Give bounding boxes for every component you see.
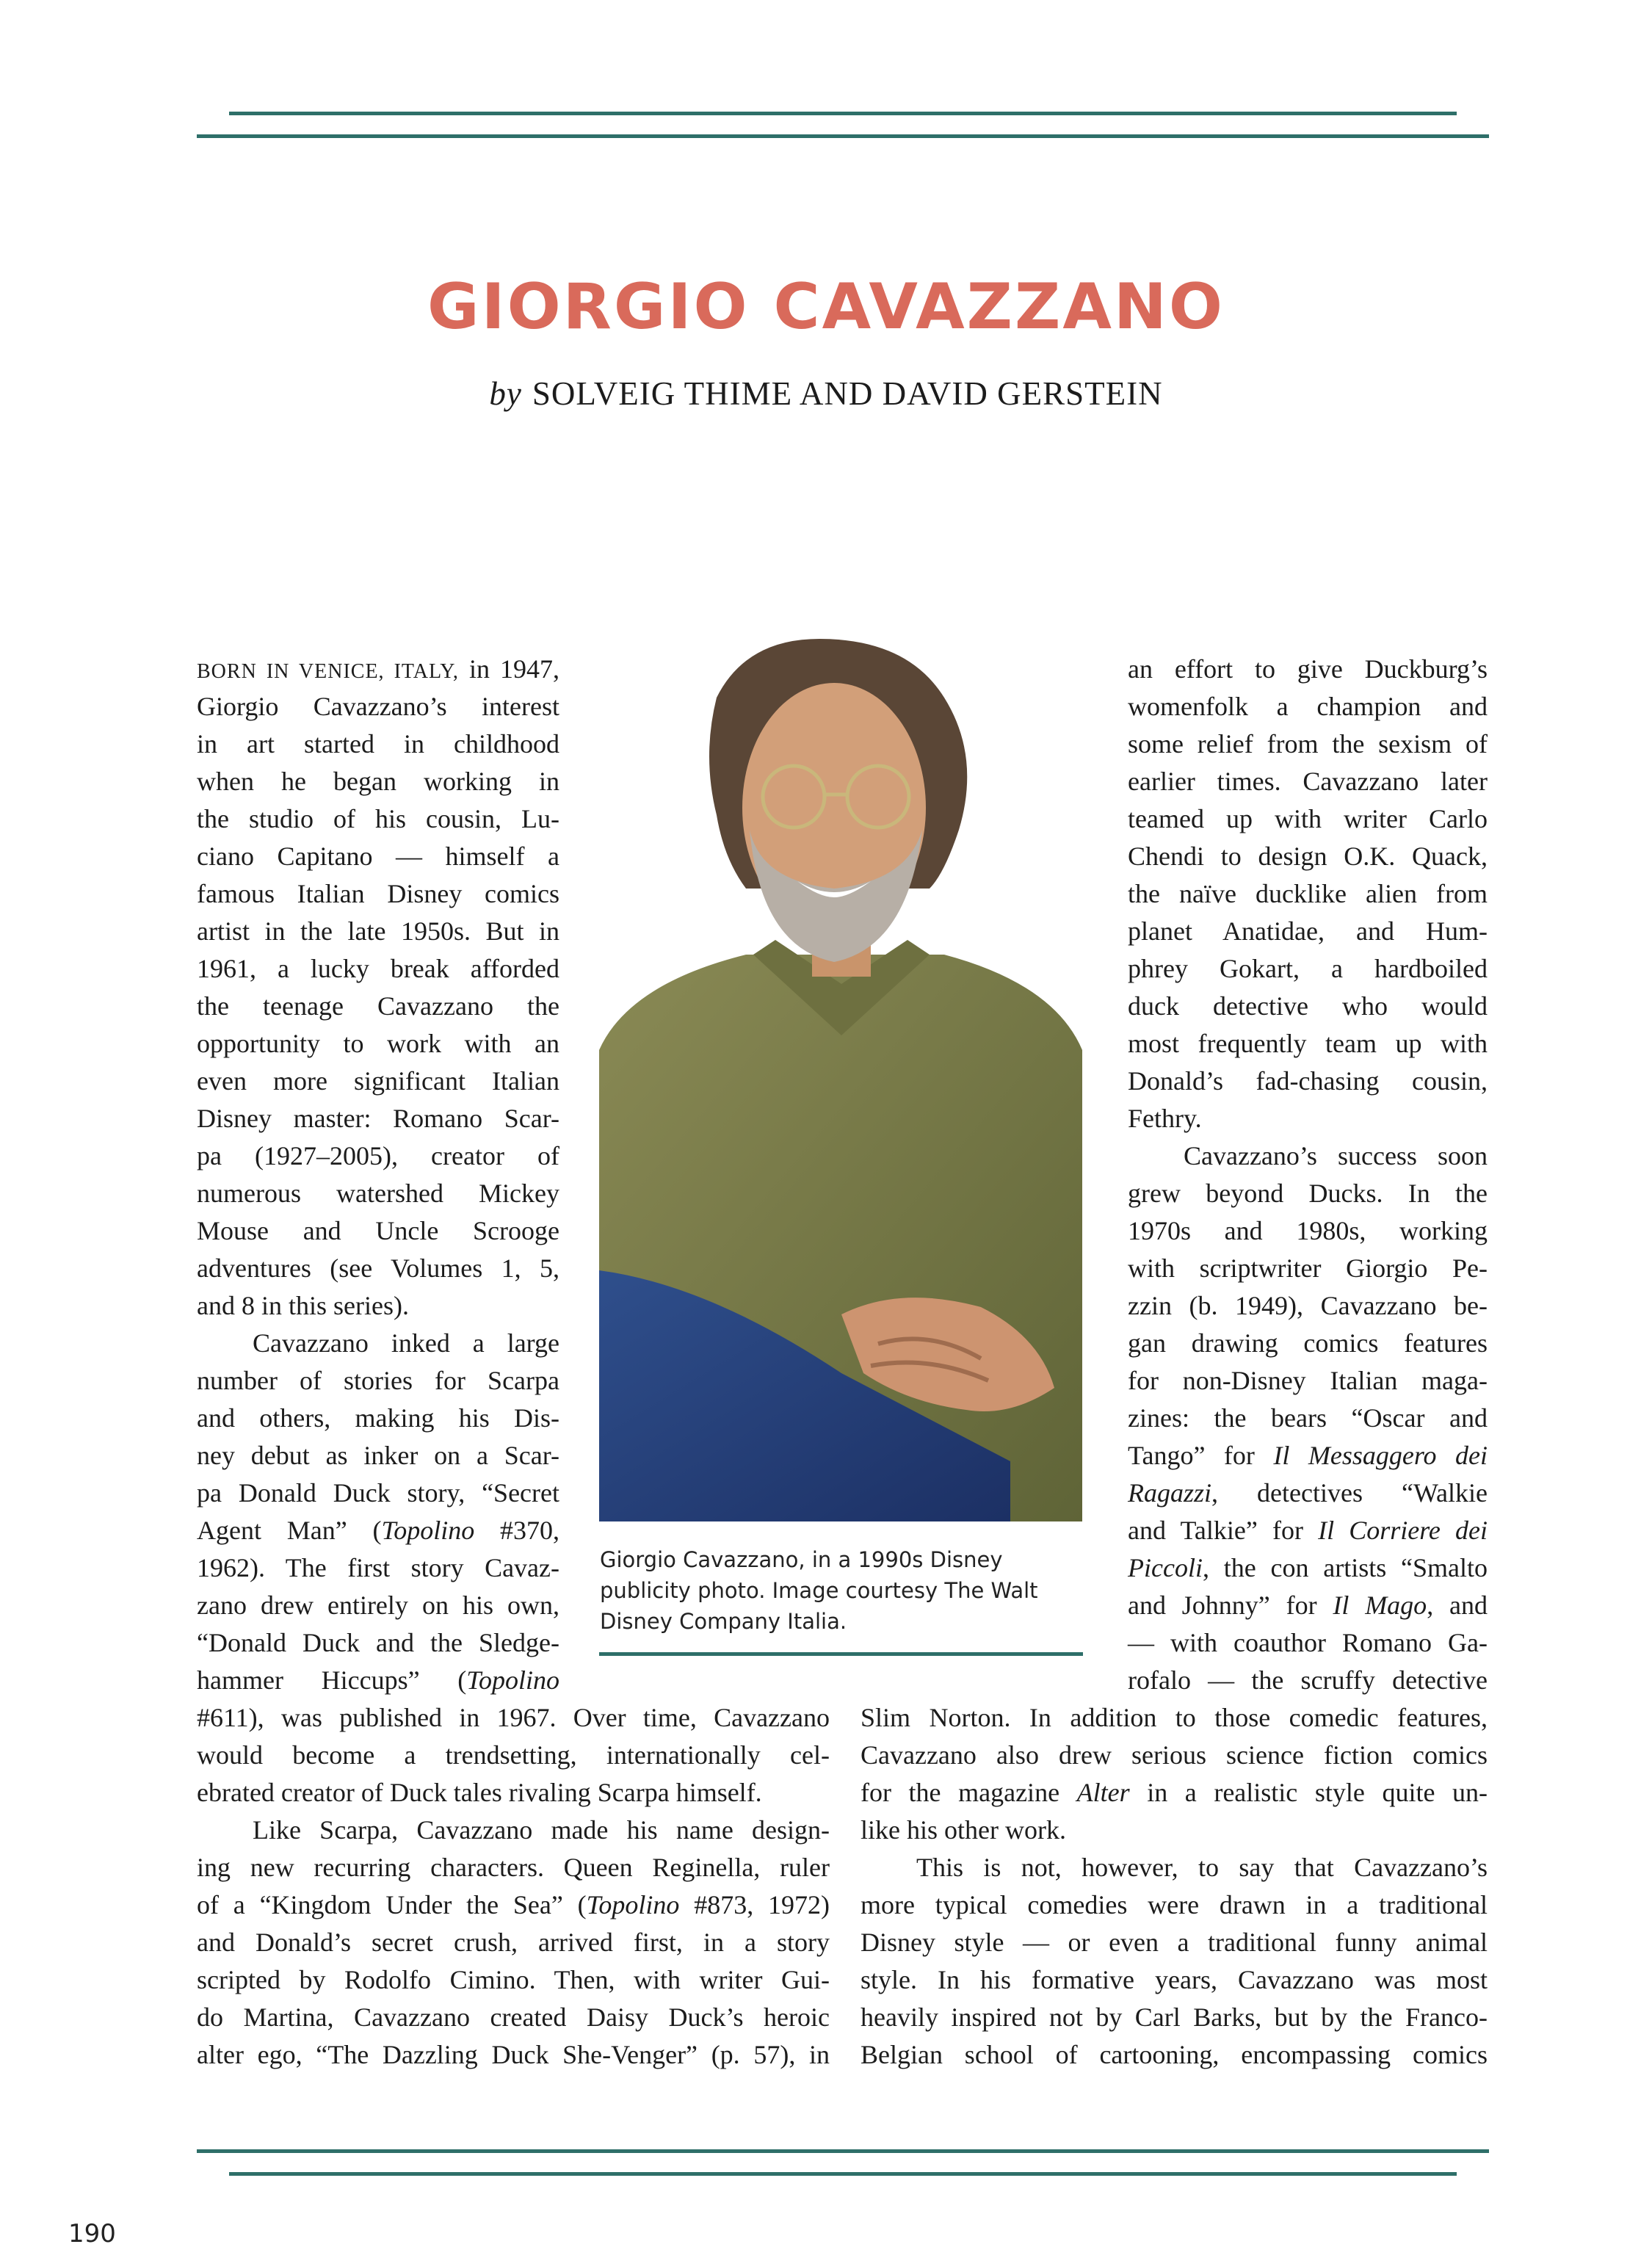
text-line: style. In his formative years, Cavazzano was most	[861, 1965, 1488, 1994]
text-line: Giorgio Cavazzano’s interest	[197, 692, 559, 721]
text-line: Cavazzano also drew serious science fiction comics	[861, 1740, 1488, 1770]
text-line: zines: the bears “Oscar and	[1128, 1403, 1488, 1433]
byline-prefix: by	[489, 375, 522, 412]
text-line: ciano Capitano — himself a	[197, 842, 559, 871]
text-line: “Donald Duck and the Sledge-	[197, 1628, 559, 1657]
text-line: and Donald’s secret crush, arrived first, in a story	[197, 1928, 830, 1957]
text-line: hammer Hiccups” (Topolino	[197, 1665, 559, 1695]
text-line: Disney style — or even a traditional funny animal	[861, 1928, 1488, 1957]
text-line: planet Anatidae, and Hum-	[1128, 916, 1488, 946]
text-line: Ragazzi, detectives “Walkie	[1128, 1478, 1488, 1508]
text-line: womenfolk a champion and	[1128, 692, 1488, 721]
text-line: pa Donald Duck story, “Secret	[197, 1478, 559, 1508]
text-line: Donald’s fad-chasing cousin,	[1128, 1066, 1488, 1096]
text-line: and others, making his Dis-	[197, 1403, 559, 1433]
text-line: Fethry.	[1128, 1104, 1202, 1133]
text-line: grew beyond Ducks. In the	[1128, 1179, 1488, 1208]
text-line: alter ego, “The Dazzling Duck She-Venger” (p. 57), in	[197, 2040, 830, 2069]
text-line: ney debut as inker on a Scar-	[197, 1441, 559, 1470]
text-line: with scriptwriter Giorgio Pe-	[1128, 1253, 1488, 1283]
text-line: for the magazine Alter in a realistic style quite un-	[861, 1778, 1488, 1807]
text-line: earlier times. Cavazzano later	[1128, 767, 1488, 796]
bottom-rule-short	[229, 2172, 1457, 2176]
text-line: 1970s and 1980s, working	[1128, 1216, 1488, 1245]
text-line: — with coauthor Romano Ga-	[1128, 1628, 1488, 1657]
text-line: rofalo — the scruffy detective	[1128, 1665, 1488, 1695]
text-line: teamed up with writer Carlo	[1128, 804, 1488, 833]
text-line: pa (1927–2005), creator of	[197, 1141, 559, 1170]
text-line: the naïve ducklike alien from	[1128, 879, 1488, 908]
text-line: Disney master: Romano Scar-	[197, 1104, 559, 1133]
bottom-rule-long	[197, 2149, 1489, 2153]
top-rule-long	[197, 134, 1489, 138]
author-photo	[599, 639, 1082, 1521]
byline-authors: SOLVEIG THIME AND DAVID GERSTEIN	[532, 375, 1163, 412]
text-line: Like Scarpa, Cavazzano made his name design-	[253, 1815, 830, 1845]
text-line: an effort to give Duckburg’s	[1128, 654, 1488, 684]
text-line: zano drew entirely on his own,	[197, 1591, 559, 1620]
photo-caption: Giorgio Cavazzano, in a 1990s Disney publicity photo. Image courtesy The Walt Disney Company Italia.	[600, 1547, 1038, 1634]
text-line: Cavazzano’s success soon	[1184, 1141, 1488, 1170]
text-line: This is not, however, to say that Cavazzano’s	[916, 1853, 1488, 1882]
text-line: the teenage Cavazzano the	[197, 991, 559, 1021]
text-line: in art started in childhood	[197, 729, 559, 759]
text-line: Piccoli, the con artists “Smalto	[1128, 1553, 1488, 1582]
article-byline	[0, 374, 1652, 413]
text-line: and Johnny” for Il Mago, and	[1128, 1591, 1488, 1620]
text-line: Slim Norton. In addition to those comedic features,	[861, 1703, 1488, 1732]
text-line: BORN IN VENICE, ITALY, in 1947,	[197, 654, 559, 684]
text-line: ebrated creator of Duck tales rivaling Scarpa himself.	[197, 1778, 762, 1807]
text-line: duck detective who would	[1128, 991, 1488, 1021]
text-line: the studio of his cousin, Lu-	[197, 804, 559, 833]
text-line: Belgian school of cartooning, encompassing comics	[861, 2040, 1488, 2069]
text-line: Tango” for Il Messaggero dei	[1128, 1441, 1488, 1470]
text-line: even more significant Italian	[197, 1066, 559, 1096]
text-line: famous Italian Disney comics	[197, 879, 559, 908]
text-line: zzin (b. 1949), Cavazzano be-	[1128, 1291, 1488, 1320]
text-line: when he began working in	[197, 767, 559, 796]
text-line: 1962). The first story Cavaz-	[197, 1553, 559, 1582]
text-line: heavily inspired not by Carl Barks, but by the Franco-	[861, 2002, 1488, 2032]
text-line: some relief from the sexism of	[1128, 729, 1488, 759]
text-line: adventures (see Volumes 1, 5,	[197, 1253, 559, 1283]
text-line: Mouse and Uncle Scrooge	[197, 1216, 559, 1245]
text-line: for non-Disney Italian maga-	[1128, 1366, 1488, 1395]
text-line: Agent Man” (Topolino #370,	[197, 1516, 560, 1545]
text-line: would become a trendsetting, internationally cel-	[197, 1740, 830, 1770]
text-line: artist in the late 1950s. But in	[197, 916, 559, 946]
caption-rule	[599, 1652, 1083, 1656]
text-line: more typical comedies were drawn in a traditional	[861, 1890, 1488, 1919]
page-number: 190	[68, 2219, 116, 2248]
text-line: Chendi to design O.K. Quack,	[1128, 842, 1488, 871]
text-line: and Talkie” for Il Corriere dei	[1128, 1516, 1488, 1545]
text-line: #611), was published in 1967. Over time, Cavazzano	[197, 1703, 830, 1732]
text-line: 1961, a lucky break afforded	[197, 954, 559, 983]
text-line: Cavazzano inked a large	[253, 1328, 559, 1358]
text-line: opportunity to work with an	[197, 1029, 559, 1058]
text-line: do Martina, Cavazzano created Daisy Duck’s heroic	[197, 2002, 830, 2032]
text-line: scripted by Rodolfo Cimino. Then, with writer Gui-	[197, 1965, 830, 1994]
text-line: number of stories for Scarpa	[197, 1366, 559, 1395]
text-line: and 8 in this series).	[197, 1291, 409, 1320]
text-line: like his other work.	[861, 1815, 1066, 1845]
text-line: of a “Kingdom Under the Sea” (Topolino #873, 1972)	[197, 1890, 830, 1919]
text-line: ing new recurring characters. Queen Reginella, ruler	[197, 1853, 830, 1882]
top-rule-short	[229, 112, 1457, 115]
text-line: gan drawing comics features	[1128, 1328, 1488, 1358]
text-line: phrey Gokart, a hardboiled	[1128, 954, 1488, 983]
text-line: numerous watershed Mickey	[197, 1179, 559, 1208]
article-title: GIORGIO CAVAZZANO	[427, 270, 1225, 344]
text-line: most frequently team up with	[1128, 1029, 1488, 1058]
